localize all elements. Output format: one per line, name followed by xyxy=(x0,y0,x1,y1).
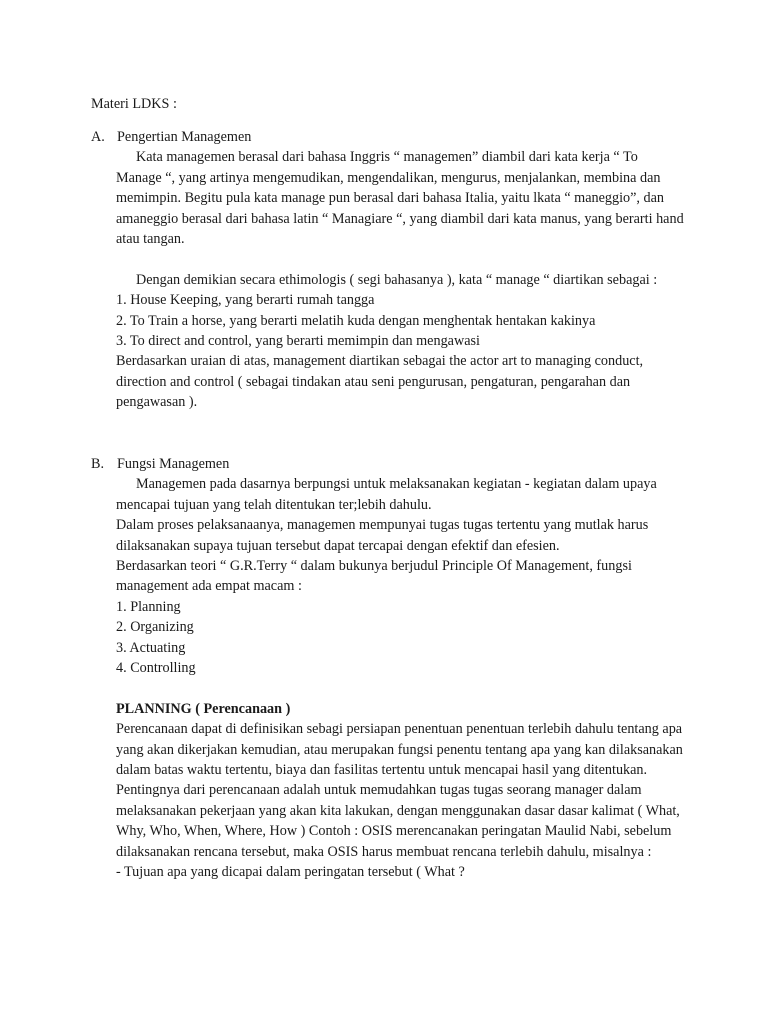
list-item: 2. To Train a horse, yang berarti melatih kuda dengan menghentak hentakan kakinya xyxy=(116,312,596,329)
section-a-body xyxy=(116,147,686,412)
section-b-body xyxy=(116,474,686,882)
list-item: 1. Planning xyxy=(116,598,181,615)
blank-line xyxy=(116,678,686,698)
section-a-paragraph-1: Kata managemen berasal dari bahasa Inggris “ managemen” diambil dari kata kerja “ To Manage “, yang artinya mengemudikan, mengendalikan, mengurus, menjalankan, membina dan memimpin. Begitu pula kata manage pun berasal dari bahasa Italia, yaitu lkata “ maneggio”, dan amaneggio berasal dari bahasa latin “ Managiare “, yang diambil dari kata manus, yang berarti hand atau tangan. xyxy=(116,149,684,248)
section-a-paragraph-2: Dengan demikian secara ethimologis ( segi bahasanya ), kata “ manage “ diartikan sebagai : xyxy=(136,271,658,288)
section-a-letter: A. xyxy=(91,129,105,145)
section-a-paragraph-3: Berdasarkan uraian di atas, management diartikan sebagai the actor art to managing conduct, direction and control ( sebagai tindakan atau seni pengurusan, pengaturan, pengarahan dan pengawasan ). xyxy=(116,353,644,411)
planning-heading: PLANNING ( Perencanaan ) xyxy=(116,700,291,717)
section-b-paragraph-3: Berdasarkan teori “ G.R.Terry “ dalam bukunya berjudul Principle Of Management, fungsi management ada empat macam : xyxy=(116,558,632,595)
planning-list-item: - Tujuan apa yang dicapai dalam peringatan tersebut ( What ? xyxy=(116,864,465,881)
section-a-header xyxy=(91,127,251,147)
planning-paragraph-2: Pentingnya dari perencanaan adalah untuk memudahkan tugas tugas seorang manager dalam melaksanakan pekerjaan yang akan kita lakukan, dengan menggunakan dasar dasar kalimat ( What, Why, Who, When, Where, How ) Contoh : OSIS merencanakan peringatan Maulid Nabi, sebelum dilaksanakan rencana tersebut, maka OSIS harus membuat rencana terlebih dahulu, misalnya : xyxy=(116,782,680,860)
list-item: 2. Organizing xyxy=(116,619,194,636)
list-item: 1. House Keeping, yang berarti rumah tangga xyxy=(116,292,375,309)
section-a-heading: Pengertian Managemen xyxy=(117,129,252,145)
section-b-letter: B. xyxy=(91,456,105,472)
planning-paragraph-1: Perencanaan dapat di definisikan sebagi persiapan penentuan penentuan terlebih dahulu tentang apa yang akan dikerjakan kemudian, atau merupakan fungsi penentu tentang apa yang kan dilaksanakan dalam batas waktu tertentu, biaya dan fasilitas tertentu untuk mencapai hasil yang ditentukan. xyxy=(116,721,683,779)
list-item: 4. Controlling xyxy=(116,660,196,677)
list-item: 3. To direct and control, yang berarti memimpin dan mengawasi xyxy=(116,333,480,350)
section-b-paragraph-1: Managemen pada dasarnya berpungsi untuk melaksanakan kegiatan - kegiatan dalam upaya mencapai tujuan yang telah ditentukan ter;lebih dahulu. xyxy=(116,476,657,513)
list-item: 3. Actuating xyxy=(116,639,186,656)
blank-line xyxy=(116,249,686,269)
section-b-header xyxy=(91,454,229,474)
section-b-heading: Fungsi Managemen xyxy=(117,456,230,472)
section-b-paragraph-2: Dalam proses pelaksanaanya, managemen mempunyai tugas tugas tertentu yang mutlak harus dilaksanakan supaya tujuan tersebut dapat tercapai dengan efektif dan efesien. xyxy=(116,517,649,554)
document-title: Materi LDKS : xyxy=(91,96,177,112)
